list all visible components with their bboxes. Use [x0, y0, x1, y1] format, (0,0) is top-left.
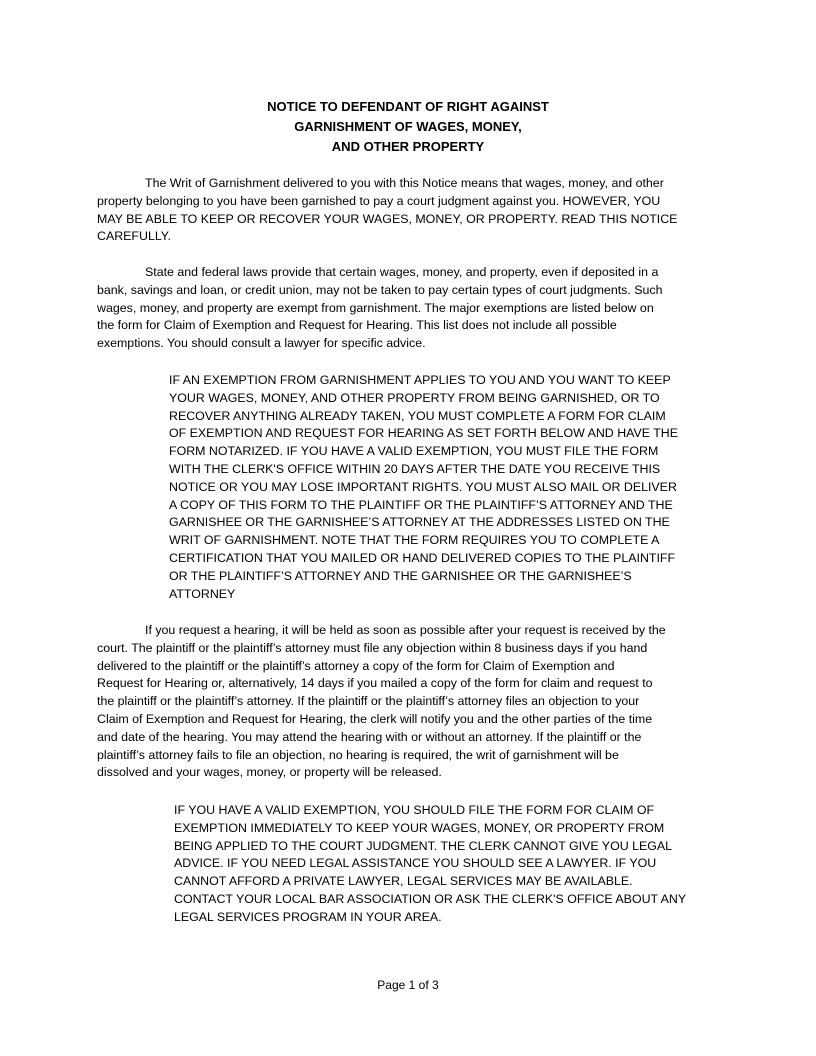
text-line: MAY BE ABLE TO KEEP OR RECOVER YOUR WAGES, MONEY, OR PROPERTY. READ THIS NOTICE — [97, 211, 678, 226]
text-line: plaintiff’s attorney fails to file an objection, no hearing is required, the writ of garnishment will be — [97, 747, 619, 762]
text-line: bank, savings and loan, or credit union, may not be taken to pay certain types of court judgments. Such — [97, 282, 663, 297]
text-line: EXEMPTION IMMEDIATELY TO KEEP YOUR WAGES, MONEY, OR PROPERTY FROM — [174, 820, 665, 835]
text-line: Request for Hearing or, alternatively, 14 days if you mailed a copy of the form for claim and request to — [97, 676, 653, 691]
text-line: RECOVER ANYTHING ALREADY TAKEN, YOU MUST COMPLETE A FORM FOR CLAIM — [169, 408, 666, 423]
text-line: Claim of Exemption and Request for Hearing, the clerk will notify you and the other parties of the time — [97, 711, 653, 726]
text-line: dissolved and your wages, money, or property will be released. — [97, 765, 442, 780]
text-line: CANNOT AFFORD A PRIVATE LAWYER, LEGAL SERVICES MAY BE AVAILABLE. — [174, 874, 633, 889]
text-line: WRIT OF GARNISHMENT. NOTE THAT THE FORM REQUIRES YOU TO COMPLETE A — [169, 533, 660, 548]
page-title — [0, 97, 816, 157]
title-line: GARNISHMENT OF WAGES, MONEY, — [294, 119, 522, 134]
text-line: court. The plaintiff or the plaintiff’s attorney must file any objection within 8 business days if you hand — [97, 640, 648, 655]
text-line: WITH THE CLERK'S OFFICE WITHIN 20 DAYS AFTER THE DATE YOU RECEIVE THIS — [169, 461, 661, 476]
text-line: ADVICE. IF YOU NEED LEGAL ASSISTANCE YOU SHOULD SEE A LAWYER. IF YOU — [174, 856, 657, 871]
paragraph-writ-notice — [97, 175, 719, 246]
text-line: OR THE PLAINTIFF’S ATTORNEY AND THE GARNISHEE OR THE GARNISHEE’S — [169, 568, 632, 583]
text-line: OF EXEMPTION AND REQUEST FOR HEARING AS SET FORTH BELOW AND HAVE THE — [169, 426, 679, 441]
paragraph-exemption-laws — [97, 264, 719, 353]
title-line: AND OTHER PROPERTY — [331, 139, 485, 154]
text-line: property belonging to you have been garnished to pay a court judgment against you. HOWEVER, YOU — [97, 193, 661, 208]
text-line: and date of the hearing. You may attend the hearing with or without an attorney. If the plaintiff or the — [97, 729, 642, 744]
text-line: State and federal laws provide that certain wages, money, and property, even if deposited in a — [145, 265, 659, 279]
text-line: wages, money, and property are exempt from garnishment. The major exemptions are listed below on — [97, 300, 654, 315]
page-number: Page 1 of 3 — [377, 978, 439, 992]
text-line: BEING APPLIED TO THE COURT JUDGMENT. THE CLERK CANNOT GIVE YOU LEGAL — [174, 838, 673, 853]
text-line: CAREFULLY. — [97, 229, 171, 244]
text-line: ATTORNEY — [169, 586, 236, 601]
text-line: IF YOU HAVE A VALID EXEMPTION, YOU SHOULD FILE THE FORM FOR CLAIM OF — [174, 803, 655, 817]
text-line: exemptions. You should consult a lawyer for specific advice. — [97, 336, 426, 351]
paragraph-exemption-instructions — [169, 372, 689, 603]
text-line: NOTICE OR YOU MAY LOSE IMPORTANT RIGHTS. YOU MUST ALSO MAIL OR DELIVER — [169, 479, 677, 494]
text-line: CERTIFICATION THAT YOU MAILED OR HAND DELIVERED COPIES TO THE PLAINTIFF — [169, 550, 676, 565]
text-line: FORM NOTARIZED. IF YOU HAVE A VALID EXEMPTION, YOU MUST FILE THE FORM — [169, 444, 659, 459]
text-line: GARNISHEE OR THE GARNISHEE’S ATTORNEY AT THE ADDRESSES LISTED ON THE — [169, 515, 670, 530]
title-line: NOTICE TO DEFENDANT OF RIGHT AGAINST — [267, 99, 549, 114]
text-line: LEGAL SERVICES PROGRAM IN YOUR AREA. — [174, 909, 442, 924]
paragraph-legal-assistance — [174, 802, 694, 927]
text-line: the form for Claim of Exemption and Request for Hearing. This list does not include all possible — [97, 318, 617, 333]
text-line: CONTACT YOUR LOCAL BAR ASSOCIATION OR ASK THE CLERK'S OFFICE ABOUT ANY — [174, 891, 687, 906]
text-line: YOUR WAGES, MONEY, AND OTHER PROPERTY FROM BEING GARNISHED, OR TO — [169, 390, 660, 405]
text-line: IF AN EXEMPTION FROM GARNISHMENT APPLIES TO YOU AND YOU WANT TO KEEP — [169, 373, 671, 387]
text-line: A COPY OF THIS FORM TO THE PLAINTIFF OR THE PLAINTIFF’S ATTORNEY AND THE — [169, 497, 673, 512]
text-line: The Writ of Garnishment delivered to you with this Notice means that wages, money, and other — [145, 176, 664, 190]
paragraph-hearing — [97, 622, 719, 782]
text-line: the plaintiff or the plaintiff’s attorney. If the plaintiff or the plaintiff’s attorney files an objection to your — [97, 694, 640, 709]
text-line: If you request a hearing, it will be held as soon as possible after your request is received by the — [145, 623, 666, 637]
text-line: delivered to the plaintiff or the plaintiff’s attorney a copy of the form for Claim of Exemption and — [97, 658, 615, 673]
